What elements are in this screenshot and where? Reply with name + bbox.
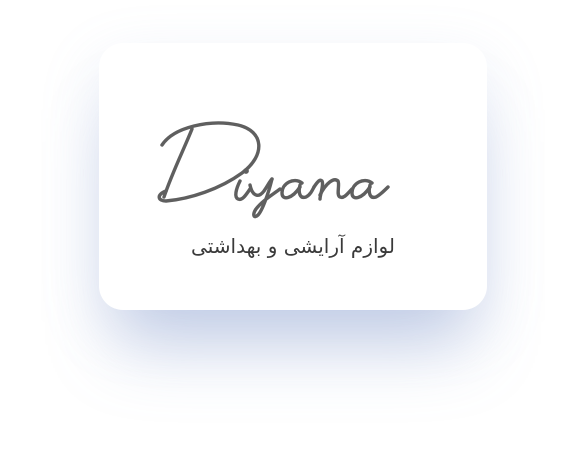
diyana-signature-logo xyxy=(154,115,434,220)
brand-card xyxy=(99,43,487,310)
brand-tagline: لوازم آرایشی و بهداشتی xyxy=(191,234,395,258)
